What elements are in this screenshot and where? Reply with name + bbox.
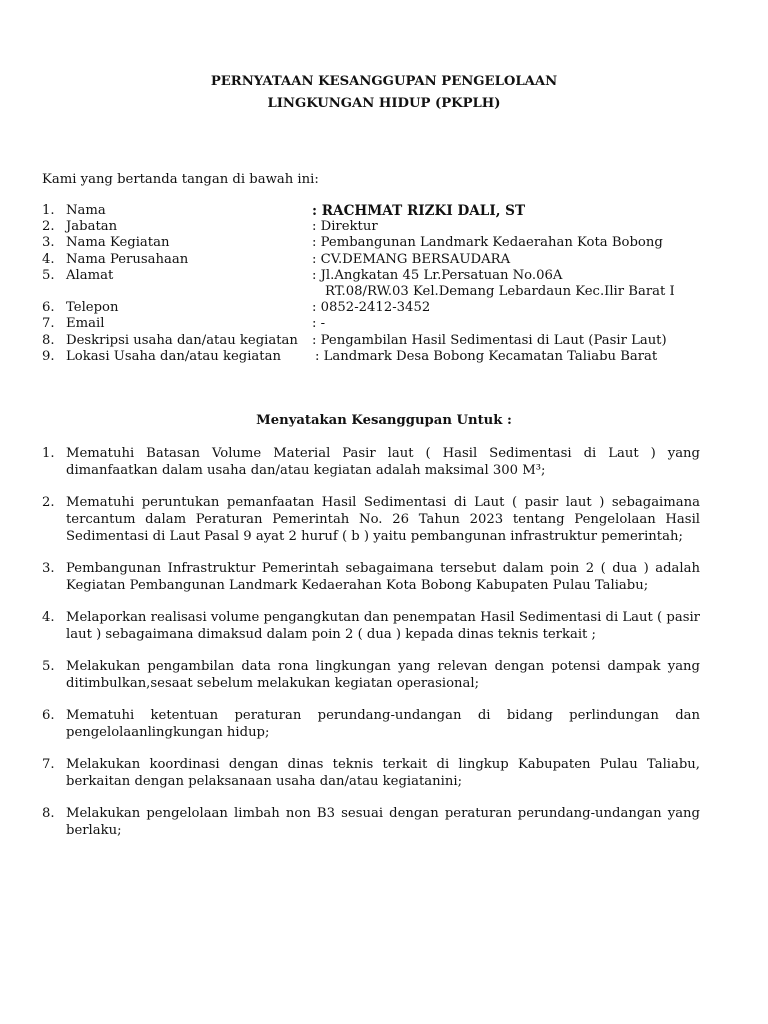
- identity-row-position: [42, 219, 722, 235]
- commitment-text: Melakukan pengambilan data rona lingkungan yang relevan dengan potensi dampak yang ditimbulkan,sesaat sebelum melakukan kegiatan operasional;: [66, 659, 700, 691]
- identity-label: Nama Perusahaan: [66, 251, 189, 267]
- document-title-line-1: PERNYATAAN KESANGGUPAN PENGELOLAAN: [210, 74, 558, 89]
- identity-value: : Pembangunan Landmark Kedaerahan Kota Bobong: [312, 235, 663, 251]
- commitment-text: Melakukan pengelolaan limbah non B3 sesuai dengan peraturan perundang-undangan yang berlaku;: [66, 806, 700, 838]
- commitment-number: 7.: [42, 757, 55, 772]
- commitment-list: [42, 445, 700, 854]
- commitment-number: 5.: [42, 659, 55, 674]
- identity-row-activity: [42, 235, 722, 251]
- commitment-item: [42, 445, 700, 479]
- commitment-text: Melaporkan realisasi volume pengangkutan dan penempatan Hasil Sedimentasi di Laut ( pasir laut ) sebagaimana dimaksud dalam poin 2 ( dua ) kepada dinas teknis terkait ;: [66, 610, 700, 642]
- commitment-item: [42, 494, 700, 545]
- identity-label: Jabatan: [66, 219, 118, 235]
- identity-row-name: [42, 203, 722, 219]
- commitment-number: 1.: [42, 446, 55, 461]
- commitment-number: 2.: [42, 495, 55, 510]
- identity-label: Deskripsi usaha dan/atau kegiatan: [66, 332, 298, 348]
- commitment-number: 4.: [42, 610, 55, 625]
- identity-value: : 0852-2412-3452: [312, 300, 431, 316]
- identity-row-address-continued: [42, 284, 722, 300]
- identity-label: Email: [66, 316, 105, 332]
- identity-number: 5.: [42, 267, 55, 283]
- identity-label: Nama Kegiatan: [66, 235, 170, 251]
- identity-number: 2.: [42, 219, 55, 235]
- commitment-item: [42, 609, 700, 643]
- commitment-text: Mematuhi ketentuan peraturan perundang-undangan di bidang perlindungan dan pengelolaanlingkungan hidup;: [66, 708, 700, 740]
- identity-label: Nama: [66, 203, 106, 218]
- identity-row-location: [42, 349, 722, 365]
- identity-row-email: [42, 316, 722, 332]
- identity-row-phone: [42, 300, 722, 316]
- identity-number: 6.: [42, 300, 55, 316]
- identity-number: 3.: [42, 235, 55, 251]
- identity-row-address: [42, 268, 722, 284]
- identity-label: Lokasi Usaha dan/atau kegiatan: [66, 348, 281, 364]
- identity-value: : CV.DEMANG BERSAUDARA: [312, 251, 511, 267]
- identity-number: 4.: [42, 251, 55, 267]
- commitment-number: 3.: [42, 561, 55, 576]
- commitment-text: Melakukan koordinasi dengan dinas teknis terkait di lingkup Kabupaten Pulau Taliabu, berkaitan dengan pelaksanaan usaha dan/atau kegiatanini;: [66, 757, 700, 789]
- identity-value: : Jl.Angkatan 45 Lr.Persatuan No.06A: [312, 267, 563, 283]
- commitment-text: Mematuhi peruntukan pemanfaatan Hasil Sedimentasi di Laut ( pasir laut ) sebagaimana tercantum dalam Peraturan Pemerintah No. 26 Tahun 2023 tentang Pengelolaan Hasil Sedimentasi di Laut Pasal 9 ayat 2 huruf ( b ) yaitu pembangunan infrastruktur pemerintah;: [66, 495, 700, 544]
- commitment-text: Pembangunan Infrastruktur Pemerintah sebagaimana tersebut dalam poin 2 ( dua ) adalah Kegiatan Pembangunan Landmark Kedaerahan Kota Bobong Kabupaten Pulau Taliabu;: [66, 561, 700, 593]
- identity-row-company: [42, 252, 722, 268]
- identity-number: 1.: [42, 203, 55, 218]
- commitment-text: Mematuhi Batasan Volume Material Pasir laut ( Hasil Sedimentasi di Laut ) yang dimanfaatkan dalam usaha dan/atau kegiatan adalah maksimal 300 M³;: [66, 446, 700, 478]
- identity-list: [42, 203, 722, 365]
- identity-value: : Landmark Desa Bobong Kecamatan Taliabu Barat: [315, 348, 658, 364]
- commitment-item: [42, 707, 700, 741]
- identity-value: : Pengambilan Hasil Sedimentasi di Laut (Pasir Laut): [312, 332, 667, 348]
- commitment-item: [42, 756, 700, 790]
- identity-number: 7.: [42, 316, 55, 332]
- identity-value: RT.08/RW.03 Kel.Demang Lebardaun Kec.Ilir Barat I: [325, 283, 675, 299]
- identity-label: Telepon: [66, 300, 119, 316]
- intro-statement: Kami yang bertanda tangan di bawah ini:: [42, 172, 319, 187]
- document-title-line-2: LINGKUNGAN HIDUP (PKPLH): [267, 96, 501, 111]
- commitment-item: [42, 560, 700, 594]
- commitment-heading: Menyatakan Kesanggupan Untuk :: [256, 413, 512, 428]
- identity-number: 8.: [42, 332, 55, 348]
- identity-value: : Direktur: [312, 219, 378, 235]
- commitment-number: 6.: [42, 708, 55, 723]
- identity-value: : -: [312, 316, 326, 332]
- identity-label: Alamat: [66, 267, 114, 283]
- identity-number: 9.: [42, 348, 55, 364]
- commitment-number: 8.: [42, 806, 55, 821]
- identity-row-description: [42, 333, 722, 349]
- identity-value: : RACHMAT RIZKI DALI, ST: [312, 203, 526, 219]
- commitment-item: [42, 805, 700, 839]
- commitment-item: [42, 658, 700, 692]
